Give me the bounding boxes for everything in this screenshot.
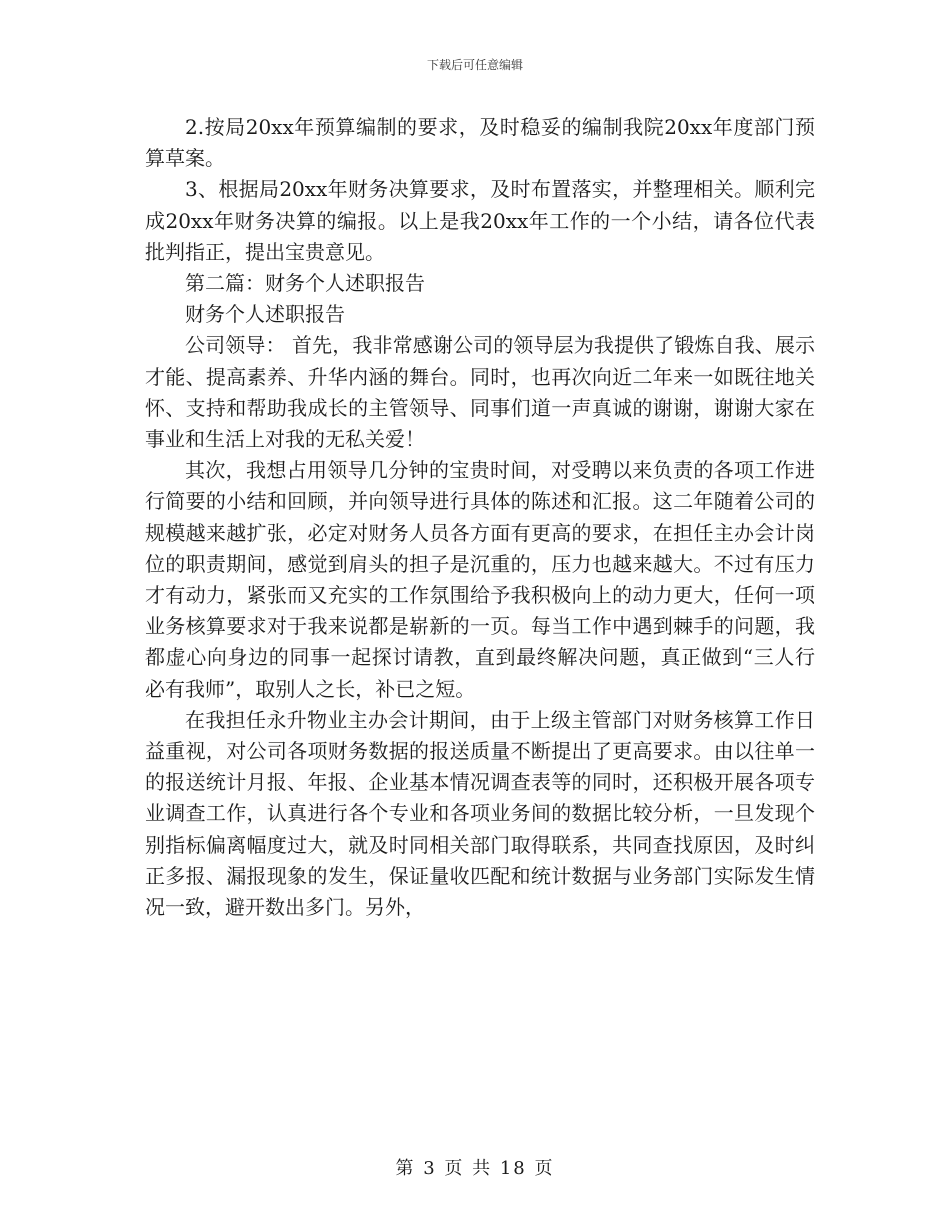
paragraph: 其次，我想占用领导几分钟的宝贵时间，对受聘以来负责的各项工作进行简要的小结和回顾，并向领导进行具体的陈述和汇报。这二年随着公司的规模越来越扩张，必定对财务人员各方面有更高的要求，在担任主办会计岗位的职责期间，感觉到肩头的担子是沉重的，压力也越来越大。不过有压力才有动力，紧张而又充实的工作氛围给予我积极向上的动力更大，任何一项业务核算要求对于我来说都是崭新的一页。每当工作中遇到棘手的问题，我都虚心向身边的同事一起探讨请教，直到最终解决问题，真正做到“三人行必有我师”，取别人之长，补已之短。	[145, 458, 815, 701]
paragraph: 2.按局20xx年预算编制的要求，及时稳妥的编制我院20xx年度部门预算草案。	[145, 115, 815, 171]
paragraph: 在我担任永升物业主办会计期间，由于上级主管部门对财务核算工作日益重视，对公司各项财务数据的报送质量不断提出了更高要求。由以往单一的报送统计月报、年报、企业基本情况调查表等的同时，还积极开展各项专业调查工作，认真进行各个专业和各项业务间的数据比较分析，一旦发现个别指标偏离幅度过大，就及时同相关部门取得联系，共同查找原因，及时纠正多报、漏报现象的发生，保证量收匹配和统计数据与业务部门实际发生情况一致，避开数出多门。另外，	[145, 707, 815, 920]
paragraph: 3、根据局20xx年财务决算要求，及时布置落实，并整理相关。顺利完成20xx年财务决算的编报。以上是我20xx年工作的一个小结，请各位代表批判指正，提出宝贵意见。	[145, 177, 815, 264]
paragraph: 公司领导： 首先，我非常感谢公司的领导层为我提供了锻炼自我、展示才能、提高素养、升华内涵的舞台。同时，也再次向近二年来一如既往地关怀、支持和帮助我成长的主管领导、同事们道一声真诚的谢谢，谢谢大家在事业和生活上对我的无私关爱！	[145, 333, 815, 452]
page-header-note: 下载后可任意编辑	[426, 58, 523, 72]
page-number: 第 3 页 共 18 页	[395, 1158, 555, 1179]
report-title: 财务个人述职报告	[185, 302, 345, 327]
document-body	[145, 112, 815, 923]
section-heading: 第二篇：财务个人述职报告	[185, 271, 425, 296]
